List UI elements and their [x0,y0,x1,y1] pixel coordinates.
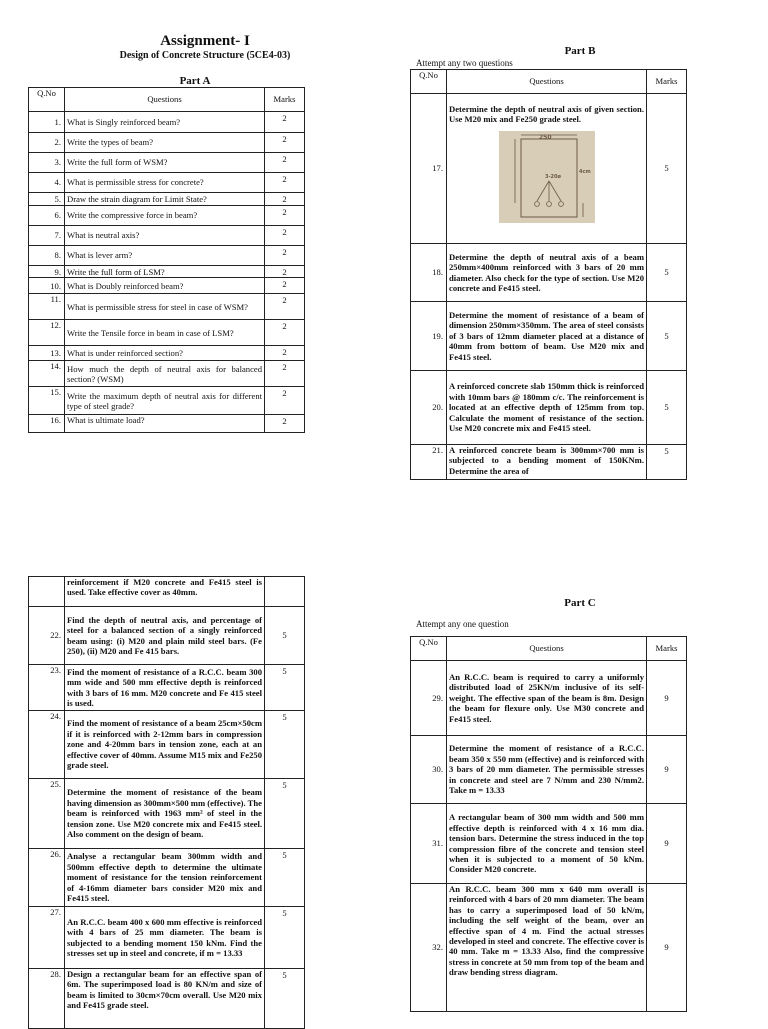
table-row: 13. What is under reinforced section? 2 [29,346,305,361]
col-questions: Questions [447,70,647,94]
table-row: 26. Analyse a rectangular beam 300mm width and 500mm effective depth to determine the ultimate moment of resistance for the tension reinforcement of 4-16mm diameter bars consider M20 mix and Fe415 steel. 5 [29,849,305,907]
table-row: 11. What is permissible stress for steel in case of WSM? 2 [29,294,305,320]
col-questions: Questions [447,637,647,661]
table-row: 3. Write the full form of WSM? 2 [29,153,305,173]
table-row: 18. Determine the depth of neutral axis of a beam 250mm×400mm reinforced with 3 bars of 20 mm diameter. Also check for the type of section. Use M20 concrete and Fe415 steel. 5 [411,244,687,302]
col-questions: Questions [65,88,265,112]
table-row: 27. An R.C.C. beam 400 x 600 mm effective is reinforced with 4 bars of 25 mm diameter. The beam is subjected to a bending moment 150 kNm. Find the stresses set up in steel and concrete, if m = 13.33 5 [29,907,305,969]
part-c-table [410,636,687,1012]
table-row: reinforcement if M20 concrete and Fe415 steel is used. Take effective cover as 40mm. [29,577,305,607]
table-row: 23. Find the moment of resistance of a R.C.C. beam 300 mm wide and 500 mm effective depth is reinforced with 3 bars of 16 mm. M20 concrete and Fe 415 steel is used. 5 [29,665,305,711]
table-row: 15. Write the maximum depth of neutral axis for different type of steel grade? 2 [29,387,305,415]
col-marks: Marks [647,637,687,661]
table-row: 14. How much the depth of neutral axis for balanced section? (WSM) 2 [29,361,305,387]
col-qno: Q.No [29,88,65,112]
table-row: 30. Determine the moment of resistance of a R.C.C. beam 350 x 550 mm (effective) and is reinforced with 3 bars of 20 mm diameter. The permissible stresses in concrete and steel are 7 N/mm and 230 N/mm2. Take m = 13.33 9 [411,736,687,804]
table-row: 24. Find the moment of resistance of a beam 25cm×50cm if it is reinforced with 2-12mm bars in compression zone and 4-20mm bars in tension zone, each at an effective cover of 40mm. Assume M15 mix and Fe250 grade steel. 5 [29,711,305,779]
table-row: 9. Write the full form of LSM? 2 [29,266,305,278]
table-row: 1. What is Singly reinforced beam? 2 [29,112,305,133]
part-b-title: Part B [564,45,596,57]
table-row: 12. Write the Tensile force in beam in case of LSM? 2 [29,320,305,346]
table-row: 8. What is lever arm? 2 [29,246,305,266]
part-c-instruction: Attempt any one question [416,619,509,629]
question-text: Determine the depth of neutral axis of given section. Use M20 mix and Fe250 grade steel. [449,104,644,125]
table-row: 22. Find the depth of neutral axis, and percentage of steel for a balanced section of a singly reinforced beam using: (i) M20 and plain mild steel bars. (Fe 250), (ii) M20 and Fe 415 bars. 5 [29,607,305,665]
svg-text:4cm: 4cm [578,168,591,175]
col-qno: Q.No [411,637,447,661]
table-row: 2. Write the types of beam? 2 [29,133,305,153]
table-row: 19. Determine the moment of resistance of a beam of dimension 250mm×350mm. The area of steel consists of 3 bars of 12mm diameter placed at a distance of 40mm from bottom of beam. Use M20 mix and Fe415 steel. 5 [411,302,687,371]
svg-text:3-20ø: 3-20ø [544,173,561,180]
table-row: 7. What is neutral axis? 2 [29,226,305,246]
col-marks: Marks [265,88,305,112]
page-title: Assignment- I [160,33,250,49]
part-b-continued-table [28,576,305,1029]
course-subtitle: Design of Concrete Structure (5CE4-03) [119,50,291,61]
col-marks: Marks [647,70,687,94]
beam-section-figure [499,131,595,223]
table-row: 17. Determine the depth of neutral axis of given section. Use M20 mix and Fe250 grade steel. 250 4cm 3-20ø 5 [411,94,687,244]
beam-section-drawing [499,131,595,223]
table-row: 16. What is ultimate load? 2 [29,415,305,433]
table-row: 25. Determine the moment of resistance of the beam having dimension as 300mm×500 mm (effective). The beam is reinforced with 1963 mm² of steel in the tension zone. Use M20 concrete mix and Fe415 steel. Also comment on the design of beam. 5 [29,779,305,849]
table-row: 20. A reinforced concrete slab 150mm thick is reinforced with 10mm bars @ 180mm c/c. The reinforcement is located at an effective depth of 125mm from top. Calculate the moment of resistance of the section. Use M20 concrete mix and Fe415 steel. 5 [411,371,687,445]
part-c-title: Part C [564,597,596,609]
table-row: 28. Design a rectangular beam for an effective span of 6m. The superimposed load is 80 KN/m and size of beam is limited to 30cm×70cm overall. Use M20 mix and Fe415 grade steel. 5 [29,969,305,1029]
part-b-table [410,69,687,480]
svg-text:250: 250 [538,133,552,141]
table-row: 29. An R.C.C. beam is required to carry a uniformly distributed load of 25KN/m inclusive of its self-weight. The effective span of the beam is 8m. Design the beam for flexure only. Use M30 concrete and Fe415 steel. 9 [411,661,687,736]
part-a-table [28,87,305,433]
part-b-instruction: Attempt any two questions [416,58,513,68]
table-row: 31. A rectangular beam of 300 mm width and 500 mm effective depth is reinforced with 4 x 16 mm dia. tension bars. Determine the stress induced in the top compression fibre of the concrete and tension steel when it is subjected to a moment of 50 kNm. Consider M20 concrete. 9 [411,804,687,884]
col-qno: Q.No [411,70,447,94]
table-row: 4. What is permissible stress for concrete? 2 [29,173,305,193]
part-a-title: Part A [179,75,211,87]
table-row: 32. An R.C.C. beam 300 mm x 640 mm overall is reinforced with 4 bars of 20 mm diameter. The beam has to carry a superimposed load of 50 kN/m, including the self weight of the beam, over an effective span of 4 m. Find the actual stresses developed in steel and concrete. The effective cover is 40 mm. Take m = 13.33 Also, find the compressive stress in concrete at 50 mm from top of the beam and draw bending stress diagram. 9 [411,884,687,1012]
table-row: 10. What is Doubly reinforced beam? 2 [29,278,305,294]
table-row: 5. Draw the strain diagram for Limit State? 2 [29,193,305,206]
table-row: 6. Write the compressive force in beam? 2 [29,206,305,226]
table-row: 21. A reinforced concrete beam is 300mm×700 mm is subjected to a bending moment of 150KNm. Determine the area of 5 [411,445,687,480]
